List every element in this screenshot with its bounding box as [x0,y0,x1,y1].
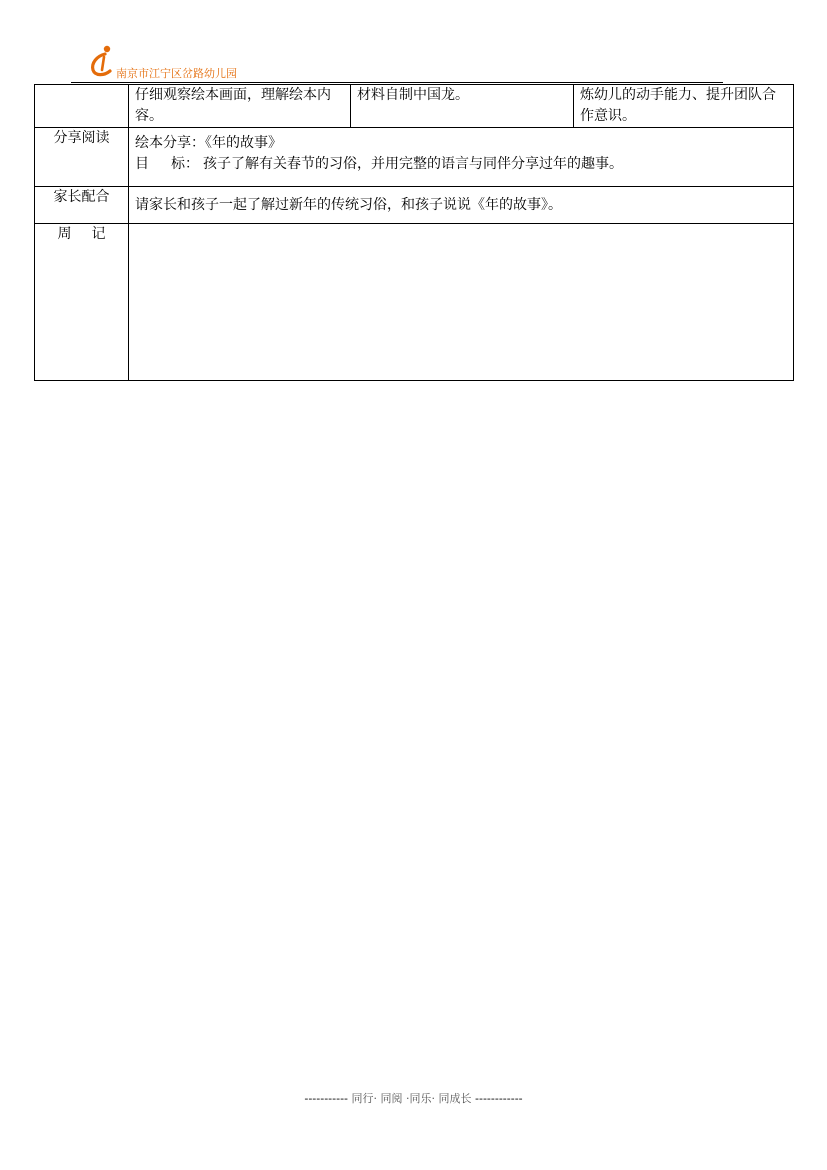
goal-text: 孩子了解有关春节的习俗，并用完整的语言与同伴分享过年的趣事。 [203,156,623,172]
footer-left-dashes: ----------- [304,1092,349,1105]
weekly-notes-label [35,224,129,381]
parent-cooperation-label: 家长配合 [35,187,129,224]
goal-line [135,154,787,175]
page-footer [0,1090,827,1106]
weekly-notes-label-char: 周 [57,226,72,242]
share-reading-content [129,128,794,187]
header-divider [71,82,723,83]
book-line: 绘本分享：《年的故事》 [135,135,282,151]
weekly-notes-content [129,224,794,381]
goal-label-char: 目 [135,156,149,172]
footer-right-dashes: ------------ [475,1092,523,1105]
table-row-share-reading [35,128,794,187]
table-row-weekly-notes [35,224,794,381]
footer-motto: 同行· 同阅 ·同乐· 同成长 [351,1092,472,1105]
school-name: 南京市江宁区岔路幼儿园 [116,67,237,80]
table-cell: 仔细观察绘本画面，理解绘本内容。 [129,85,351,128]
share-reading-label: 分享阅读 [35,128,129,187]
table-cell: 炼幼儿的动手能力、提升团队合作意识。 [574,85,794,128]
kindergarten-logo-icon [88,44,118,78]
empty-label-cell [35,85,129,128]
table-cell: 材料自制中国龙。 [351,85,574,128]
weekly-plan-table [34,84,794,381]
goal-label-char: 标： [171,156,199,172]
parent-cooperation-text: 请家长和孩子一起了解过新年的传统习俗，和孩子说说《年的故事》。 [129,187,794,224]
table-row-parent-cooperation [35,187,794,224]
table-row-continued [35,85,794,128]
goal-prefix [135,154,203,175]
weekly-notes-label-char: 记 [91,226,106,242]
